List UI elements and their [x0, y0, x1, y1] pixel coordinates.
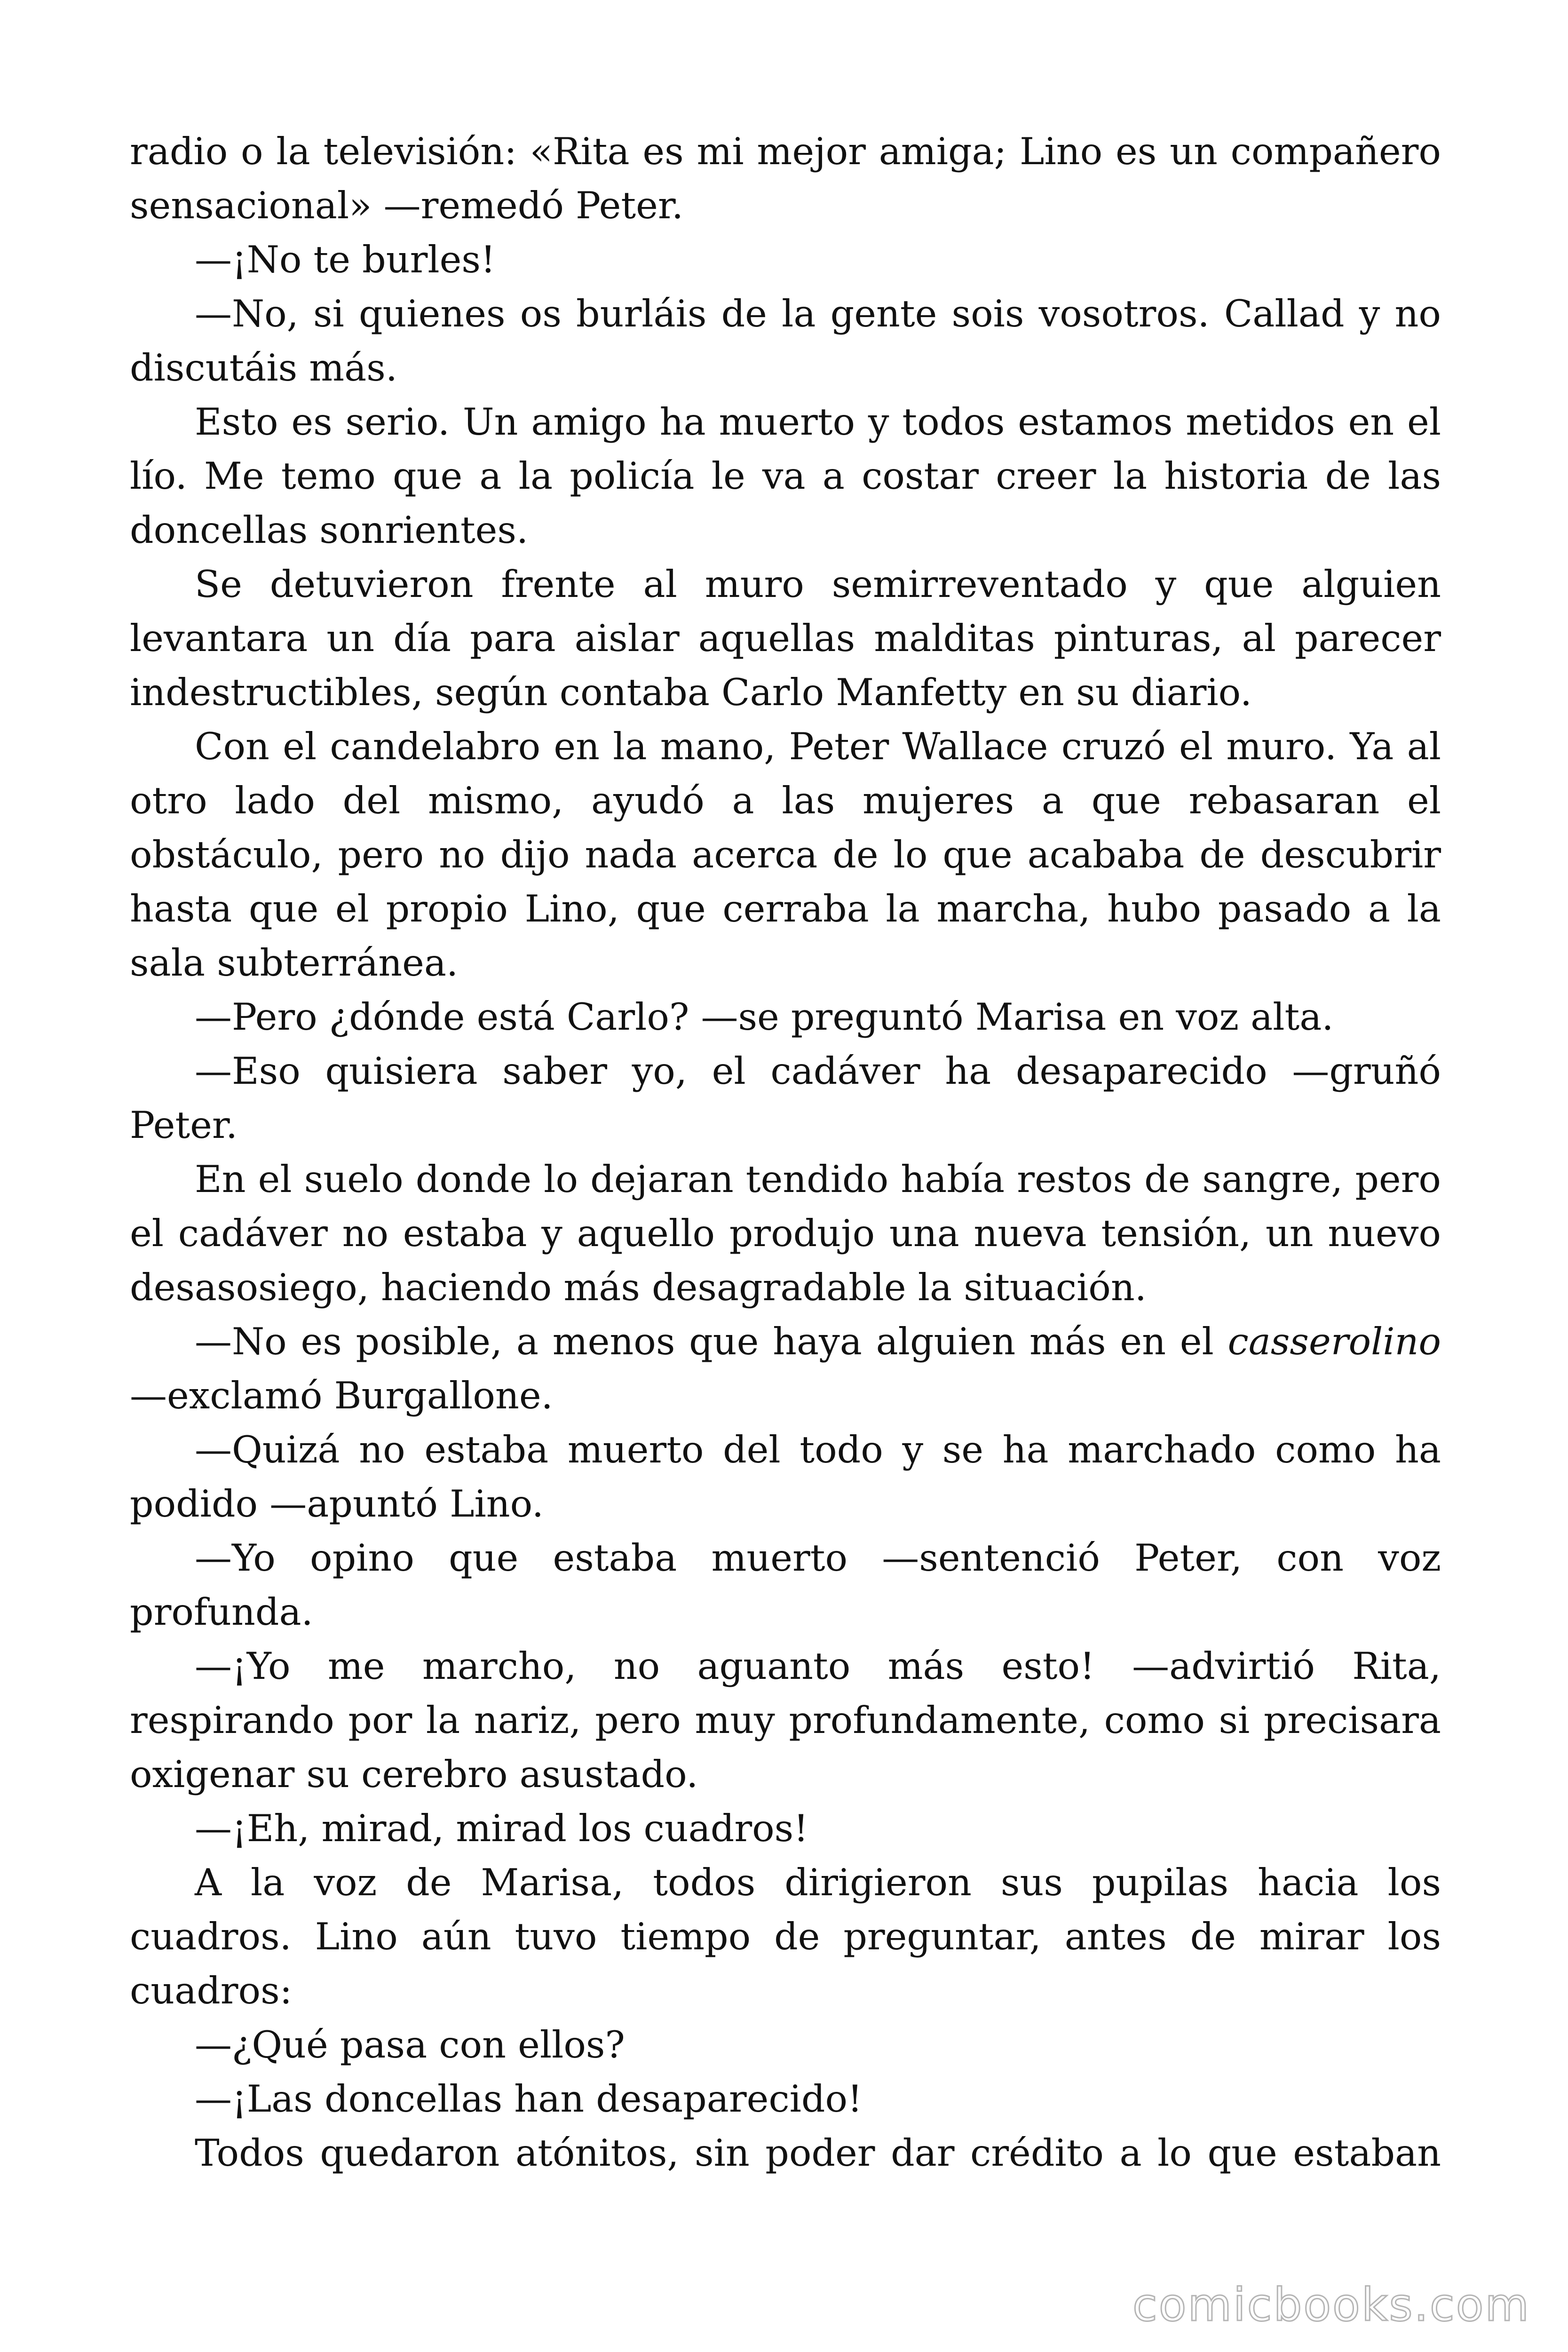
paragraph-10	[130, 1315, 1441, 1423]
italic-word: casserolino	[1227, 1320, 1441, 1363]
paragraph-3: —No, si quienes os burláis de la gente sois vosotros. Callad y no discutáis más.	[130, 292, 1441, 389]
paragraph-8: —Eso quisiera saber yo, el cadáver ha desaparecido —gruñó Peter.	[130, 1049, 1441, 1147]
paragraph-10-before: —No es posible, a menos que haya alguien más en el	[195, 1320, 1228, 1363]
paragraph-2: —¡No te burles!	[195, 238, 496, 281]
paragraph-16: —¿Qué pasa con ellos?	[195, 2023, 625, 2066]
paragraph-14: —¡Eh, mirad, mirad los cuadros!	[195, 1807, 808, 1850]
paragraph-5: Se detuvieron frente al muro semirreventado y que alguien levantara un día para aislar aquellas malditas pinturas, al parecer indestructibles, según contaba Carlo Manfetty en su diario.	[130, 563, 1441, 714]
paragraph-12: —Yo opino que estaba muerto —sentenció Peter, con voz profunda.	[130, 1536, 1441, 1634]
paragraph-18: Todos quedaron atónitos, sin poder dar crédito a lo que estaban	[195, 2131, 1441, 2175]
paragraph-9: En el suelo donde lo dejaran tendido había restos de sangre, pero el cadáver no estaba y aquello produjo una nueva tensión, un nuevo desasosiego, haciendo más desagradable la situación.	[130, 1158, 1441, 1309]
book-page-text	[130, 125, 1441, 2180]
paragraph-13: —¡Yo me marcho, no aguanto más esto! —advirtió Rita, respirando por la nariz, pero muy profundamente, como si precisara oxigenar su cerebro asustado.	[130, 1645, 1441, 1796]
paragraph-15: A la voz de Marisa, todos dirigieron sus pupilas hacia los cuadros. Lino aún tuvo tiempo de preguntar, antes de mirar los cuadros:	[130, 1861, 1441, 2012]
paragraph-6: Con el candelabro en la mano, Peter Wallace cruzó el muro. Ya al otro lado del mismo, ayudó a las mujeres a que rebasaran el obstáculo, pero no dijo nada acerca de lo que acababa de descubrir hasta que el propio Lino, que cerraba la marcha, hubo pasado a la sala subterránea.	[130, 725, 1441, 985]
paragraph-1: radio o la televisión: «Rita es mi mejor amiga; Lino es un compañero sensacional» —remedó Peter.	[130, 130, 1441, 227]
paragraph-4: Esto es serio. Un amigo ha muerto y todos estamos metidos en el lío. Me temo que a la policía le va a costar creer la historia de las doncellas sonrientes.	[130, 400, 1441, 552]
paragraph-10-after: —exclamó Burgallone.	[130, 1374, 553, 1417]
paragraph-11: —Quizá no estaba muerto del todo y se ha marchado como ha podido —apuntó Lino.	[130, 1428, 1441, 1526]
watermark: comicbooks.com	[1132, 2279, 1530, 2331]
paragraph-17: —¡Las doncellas han desaparecido!	[195, 2077, 863, 2121]
paragraph-7: —Pero ¿dónde está Carlo? —se preguntó Marisa en voz alta.	[195, 995, 1334, 1039]
